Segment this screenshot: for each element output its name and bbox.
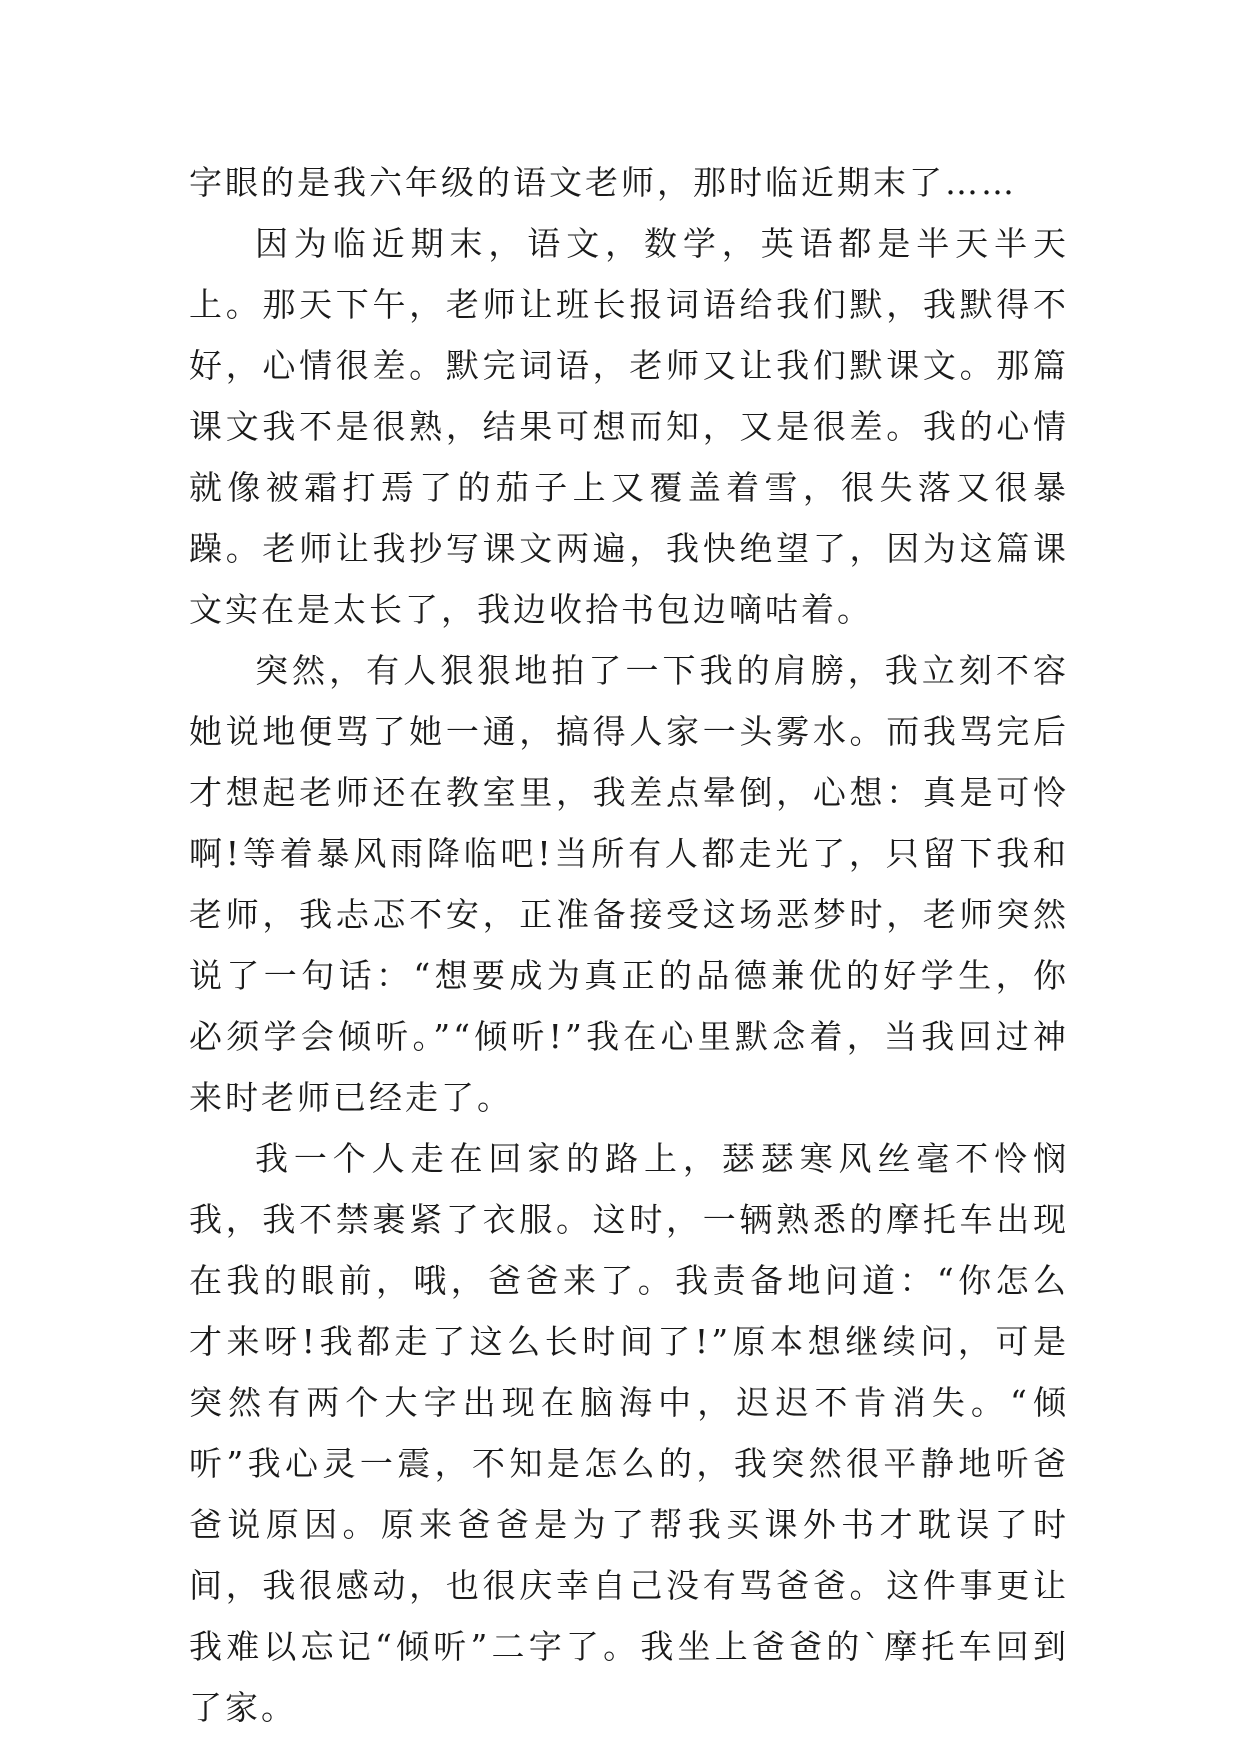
paragraph-3: 突然，有人狠狠地拍了一下我的肩膀，我立刻不容她说地便骂了她一通，搞得人家一头雾水。而我骂完后才想起老师还在教室里，我差点晕倒，心想：真是可怜啊!等着暴风雨降临吧!当所有人都走光了，只留下我和老师，我忐忑不安，正准备接受这场恶梦时，老师突然说了一句话：“想要成为真正的品德兼优的好学生，你必须学会倾听。”“倾听!”我在心里默念着，当我回过神来时老师已经走了。 [189,651,1069,1117]
paragraph-4: 我一个人走在回家的路上，瑟瑟寒风丝毫不怜悯我，我不禁裹紧了衣服。这时，一辆熟悉的摩托车出现在我的眼前，哦，爸爸来了。我责备地问道：“你怎么才来呀!我都走了这么长时间了!”原本想继续问，可是突然有两个大字出现在脑海中，迟迟不肯消失。“倾听”我心灵一震，不知是怎么的，我突然很平静地听爸爸说原因。原来爸爸是为了帮我买课外书才耽误了时间，我很感动，也很庆幸自己没有骂爸爸。这件事更让我难以忘记“倾听”二字了。我坐上爸爸的`摩托车回到了家。 [189,1139,1069,1727]
paragraph-2: 因为临近期末，语文，数学，英语都是半天半天上。那天下午，老师让班长报词语给我们默，我默得不好，心情很差。默完词语，老师又让我们默课文。那篇课文我不是很熟，结果可想而知，又是很差。我的心情就像被霜打焉了的茄子上又覆盖着雪，很失落又很暴躁。老师让我抄写课文两遍，我快绝望了，因为这篇课文实在是太长了，我边收拾书包边嘀咕着。 [189,224,1069,629]
document-body [189,152,1069,1738]
paragraph-1: 字眼的是我六年级的语文老师，那时临近期末了…… [189,163,1017,202]
